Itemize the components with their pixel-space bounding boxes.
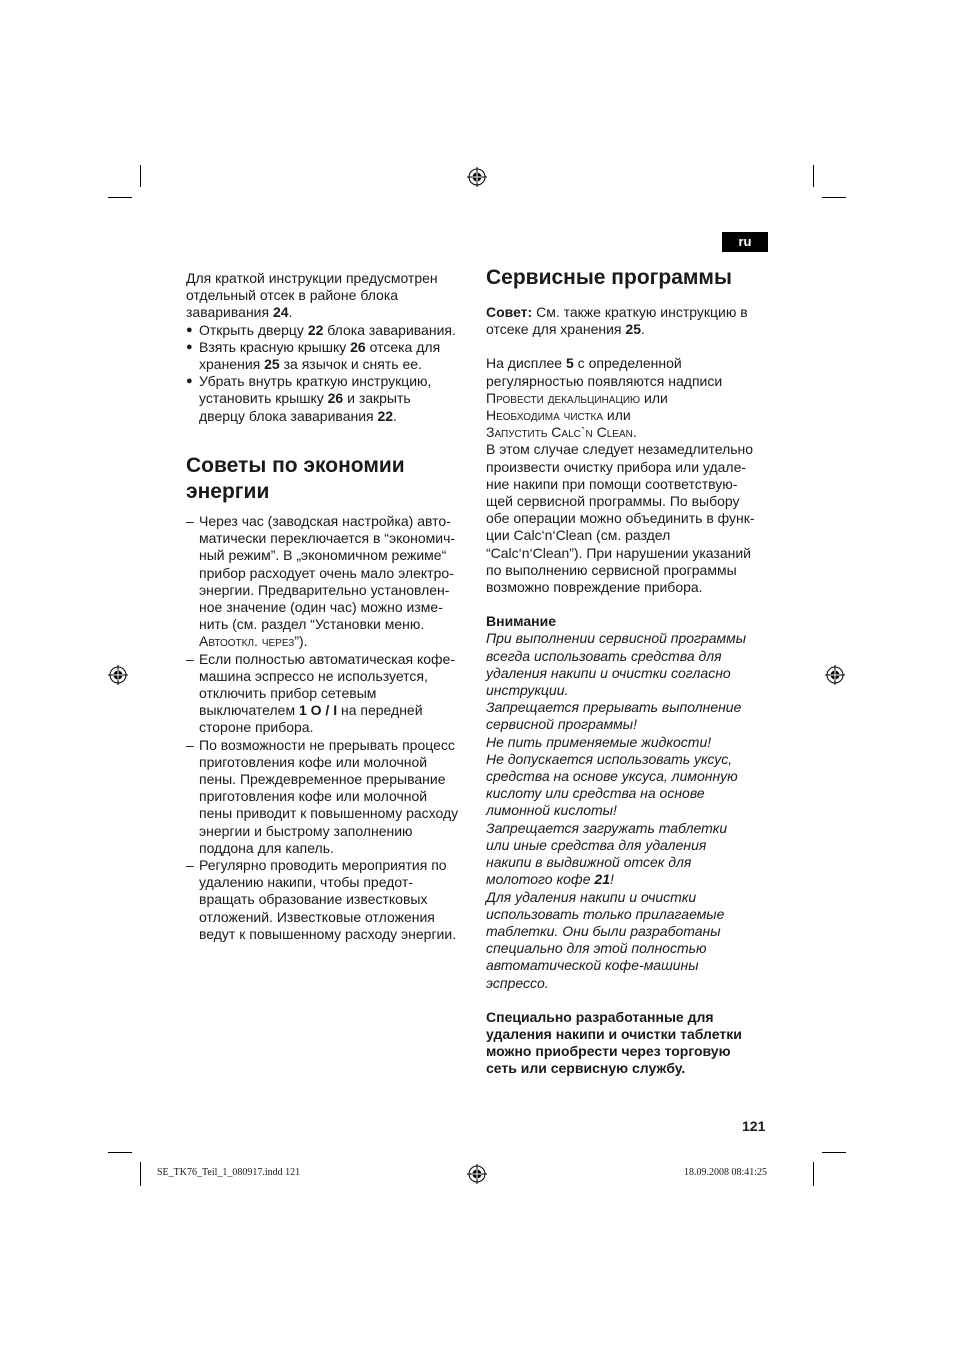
footer-date: 18.09.2008 08:41:25 — [684, 1167, 768, 1178]
energy-tips — [186, 513, 471, 943]
registration-mark-icon — [825, 665, 845, 685]
crop-mark — [822, 197, 846, 198]
list-item: – Через час (заводская настройка) авто- матически переключается в “экономич- ный режим”. В „экономичном режиме“ прибор расходует очень мало электро- энергии. Предварительно установлен- ное значение (один час) можно изме- нить (см. раздел “Установки меню. Автооткл. через”). — [186, 513, 471, 651]
instruction-list — [186, 322, 471, 425]
tip-paragraph: Совет: См. также краткую инструкцию в отсеке для хранения 25. — [486, 304, 748, 338]
energy-saving-heading: Советы по экономии энергии — [186, 454, 405, 503]
display-paragraph: На дисплее 5 с определенной регулярностью появляются надписи Провести декальцинацию или Необходима чистка или Запустить Calc`n Clean. В этом случае следует незамедлительно произвести очистку прибора или удале- ние накипи при помощи соответствую- щей сервисной программы. По выбору обе операции можно объединить в функ- ции Calc‘n‘Clean (см. раздел “Calc‘n‘Clean”). При нарушении указаний по выполнению сервисной программы возможно повреждение прибора. — [486, 355, 755, 596]
service-programs-heading: Сервисные программы — [486, 266, 732, 289]
warning-text: При выполнении сервисной программы всегда использовать средства для удаления накипи и очистки согласно инструкции. Запрещается прерывать выполнение сервисной программы! Не пить применяемые жидкости! Не допускается использовать уксус, средства на основе уксуса, лимонную кислоту или средства на основе лимонной кислоты! Запрещается загружать таблетки или иные средства для удаления накипи в выдвижной отсек для молотого кофе 21! Для удаления накипи и очистки использовать только прилагаемые таблетки. Они были разработаны специально для этой полностью автоматической кофе-машины эспрессо. — [486, 630, 747, 991]
purchase-note: Специально разработанные для удаления накипи и очистки таблетки можно приобрести через торговую сеть или сервисную службу. — [486, 1008, 742, 1077]
list-item: – Регулярно проводить мероприятия по удалению накипи, чтобы предот- вращать образование известковых отложений. Известковые отложения ведут к повышенному расходу энергии. — [186, 857, 471, 943]
registration-mark-icon — [108, 665, 128, 685]
crop-mark — [813, 1162, 814, 1186]
list-item: ● Открыть дверцу 22 блока заваривания. — [186, 322, 471, 339]
registration-mark-icon — [467, 167, 487, 187]
language-badge: ru — [722, 232, 768, 252]
crop-mark — [140, 165, 141, 187]
list-item: ● Убрать внутрь краткую инструкцию, установить крышку 26 и закрыть дверцу блока заваривания 22. — [186, 373, 471, 425]
crop-mark — [822, 1152, 846, 1153]
right-column — [486, 304, 771, 1078]
registration-mark-icon — [467, 1164, 487, 1184]
left-column — [186, 270, 471, 425]
crop-mark — [813, 165, 814, 187]
footer-file: SE_TK76_Teil_1_080917.indd 121 — [157, 1167, 301, 1178]
intro-paragraph: Для краткой инструкции предусмотрен отдельный отсек в районе блока заваривания 24. — [186, 270, 438, 321]
crop-mark — [108, 197, 132, 198]
list-item: – Если полностью автоматическая кофе- машина эспрессо не используется, отключить прибор сетевым выключателем 1 O / I на передней стороне прибора. — [186, 651, 471, 737]
page-number: 121 — [742, 1118, 766, 1134]
warning-label: Внимание — [486, 613, 556, 630]
crop-mark — [108, 1152, 132, 1153]
list-item: – По возможности не прерывать процесс приготовления кофе или молочной пены. Преждевременное прерывание приготовления кофе или молочной пены приводит к повышенному расходу энергии и быстрому заполнению поддона для капель. — [186, 737, 471, 857]
energy-tips-list — [186, 513, 471, 943]
crop-mark — [140, 1162, 141, 1186]
list-item: ● Взять красную крышку 26 отсека для хранения 25 за язычок и снять ее. — [186, 339, 471, 373]
